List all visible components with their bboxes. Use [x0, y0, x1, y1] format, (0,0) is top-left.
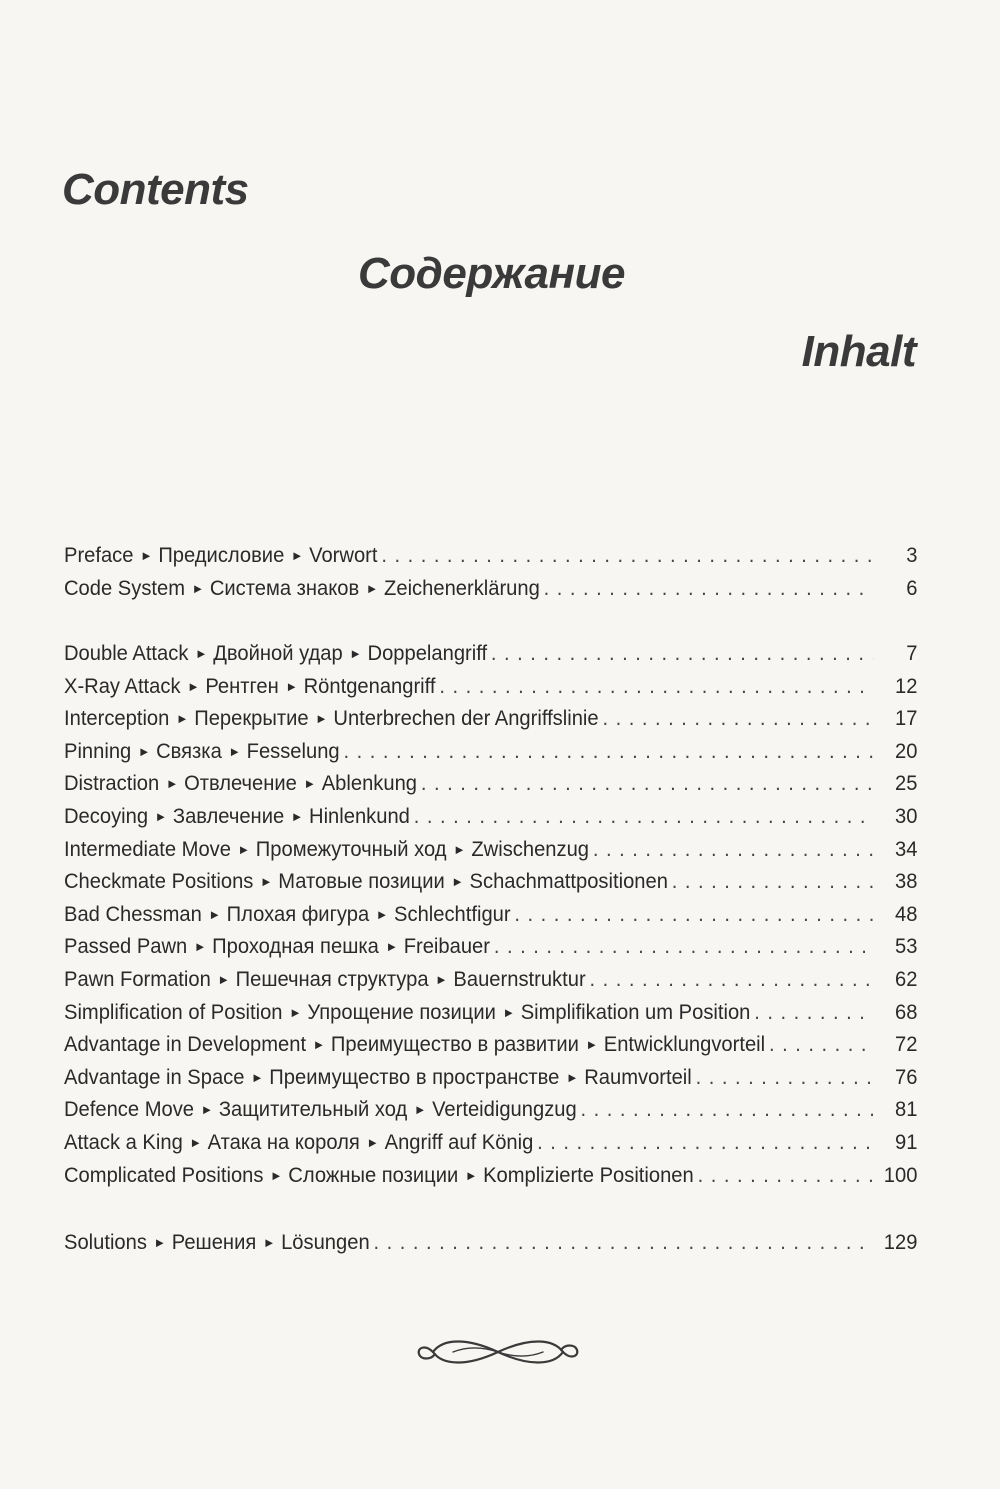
arrow-icon: ► [291, 548, 304, 563]
toc-entry-title [64, 578, 540, 599]
arrow-icon: ► [366, 1134, 379, 1150]
toc-entry-title-ru: Защитительный ход [218, 1098, 408, 1122]
arrow-icon: ► [228, 743, 241, 759]
dot-leader [343, 741, 873, 762]
dot-leader [698, 1165, 874, 1186]
toc-entry-title-en: Intermediate Move [64, 837, 231, 861]
toc-entry-title [64, 1132, 533, 1153]
toc-entry [64, 1067, 917, 1100]
toc-entry-title-ru: Преимущество в развитии [330, 1033, 579, 1057]
toc-entry-title-de: Lösungen [281, 1231, 370, 1254]
dot-leader [491, 643, 873, 664]
toc-entry-title-en: Decoying [64, 804, 149, 828]
toc-page-number: 20 [895, 739, 918, 763]
toc-back-matter [64, 1232, 918, 1265]
toc-entry-title-en: Defence Move [64, 1098, 194, 1122]
toc-entry-title-en: Interception [64, 707, 170, 731]
toc-entry-title [64, 545, 377, 566]
dot-leader [589, 969, 873, 990]
toc-entry-title [64, 969, 586, 990]
arrow-icon: ► [285, 678, 298, 694]
toc-front-matter [64, 545, 918, 610]
toc-page-number: 76 [895, 1065, 918, 1089]
toc-entry-title-en: Bad Chessman [64, 902, 202, 926]
dot-leader [381, 545, 873, 566]
dot-leader [696, 1067, 874, 1088]
flourish-ornament-icon [413, 1330, 583, 1374]
arrow-icon: ► [191, 580, 205, 596]
toc-entry-title-en: Complicated Positions [64, 1163, 264, 1187]
toc-page-number: 100 [883, 1163, 918, 1187]
toc-entry-title [64, 839, 589, 860]
toc-entry-title-de: Schlechtfigur [394, 902, 511, 926]
toc-entry-title [64, 643, 487, 664]
dot-leader [769, 1034, 873, 1055]
dot-leader [494, 936, 873, 957]
toc-page-number: 91 [895, 1130, 918, 1154]
toc-entry-title-de: Fesselung [246, 739, 340, 763]
toc-entry-title [64, 773, 417, 794]
arrow-icon: ► [195, 646, 208, 661]
toc-entry [64, 1232, 917, 1265]
toc-entry-title-ru: Плохая фигура [226, 902, 370, 926]
toc-entry [64, 1132, 917, 1165]
toc-entry-title-en: Code System [64, 576, 186, 600]
toc-entry-title-en: Distraction [64, 772, 160, 796]
toc-page-number: 34 [895, 837, 918, 861]
toc-entry-title [64, 1034, 765, 1055]
toc-entry-title-ru: Двойной удар [213, 642, 343, 665]
toc-entry-title-de: Ablenkung [321, 772, 417, 796]
toc-entry [64, 1165, 917, 1198]
toc-entry-title [64, 1002, 750, 1023]
toc-entry [64, 1002, 917, 1035]
toc-page-number: 12 [895, 674, 918, 698]
dot-leader [537, 1132, 873, 1153]
arrow-icon: ► [165, 776, 179, 792]
toc-entry-title-de: Verteidigungzug [432, 1098, 577, 1122]
toc-entry-title-de: Zeichenerklärung [384, 576, 540, 600]
arrow-icon: ► [315, 711, 328, 727]
toc-entry-title [64, 806, 410, 827]
toc-entry-title-en: Solutions [64, 1231, 147, 1254]
dot-leader [672, 871, 874, 892]
toc-entry [64, 806, 917, 839]
toc-entry-title [64, 708, 599, 729]
toc-page-number: 68 [895, 1000, 918, 1024]
toc-entry-title-en: Pinning [64, 739, 132, 763]
toc-entry-title-de: Röntgenangriff [303, 674, 436, 698]
toc-entry [64, 871, 917, 904]
toc-entry-title [64, 676, 436, 697]
arrow-icon: ► [464, 1167, 478, 1183]
toc-entry [64, 545, 917, 578]
toc-entry [64, 1099, 917, 1132]
toc-entry-title-en: Pawn Formation [64, 967, 211, 991]
toc-entry-title [64, 904, 511, 925]
arrow-icon: ► [365, 580, 379, 596]
toc-entry-title-en: Advantage in Space [64, 1065, 245, 1089]
toc-entry-title-en: Double Attack [64, 642, 189, 665]
title-russian: Содержание [358, 249, 625, 298]
title-english: Contents [62, 165, 249, 214]
toc-entry-title-de: Schachmattpositionen [469, 870, 668, 894]
toc-entry-title-de: Unterbrechen der Angriffslinie [333, 707, 599, 731]
toc-entry-title-de: Hinlenkund [309, 804, 410, 828]
toc-page-number: 6 [906, 576, 918, 600]
toc-entry-title [64, 741, 340, 762]
toc-page-number: 72 [895, 1033, 918, 1057]
arrow-icon: ► [217, 971, 230, 987]
toc-page-number: 48 [895, 902, 918, 926]
toc-entry-title [64, 936, 490, 957]
toc-entry-title-de: Vorwort [309, 544, 378, 567]
toc-entry-title-en: Attack a King [64, 1130, 183, 1154]
arrow-icon: ► [502, 1004, 515, 1020]
toc-entry-title-ru: Рентген [205, 674, 279, 698]
toc-page-number: 17 [895, 707, 918, 731]
toc-entry-title-de: Angriff auf König [384, 1130, 534, 1154]
arrow-icon: ► [303, 776, 316, 792]
arrow-icon: ► [585, 1037, 599, 1053]
arrow-icon: ► [137, 743, 151, 759]
toc-entry-title-ru: Проходная пешка [212, 935, 379, 959]
toc-entry-title-en: Passed Pawn [64, 935, 188, 959]
toc-entry [64, 676, 917, 709]
arrow-icon: ► [290, 808, 304, 824]
toc-entry [64, 741, 917, 774]
arrow-icon: ► [312, 1037, 326, 1053]
arrow-icon: ► [289, 1004, 302, 1020]
dot-leader [602, 708, 873, 729]
toc-entry-title-ru: Преимущество в пространстве [269, 1065, 560, 1089]
toc-entry-title-de: Zwischenzug [471, 837, 590, 861]
toc-entry-title [64, 1165, 694, 1186]
toc-page-number: 3 [906, 544, 918, 567]
toc-entry-title-ru: Решения [171, 1231, 257, 1254]
toc-page-number: 62 [895, 967, 918, 991]
toc-entry-title-en: Checkmate Positions [64, 870, 254, 894]
arrow-icon: ► [453, 841, 466, 857]
toc-entry-title-ru: Промежуточный ход [255, 837, 447, 861]
toc-entry-title-de: Bauernstruktur [453, 967, 586, 991]
toc-entry-title-de: Entwicklungvorteil [603, 1033, 766, 1057]
toc-entry-title-de: Simplifikation um Position [520, 1000, 751, 1024]
dot-leader [754, 1002, 873, 1023]
toc-entry-title-ru: Атака на короля [207, 1130, 360, 1154]
toc-entry-title-ru: Отвлечение [184, 772, 297, 796]
arrow-icon: ► [251, 1069, 264, 1085]
dot-leader [514, 904, 873, 925]
arrow-icon: ► [176, 711, 189, 727]
dot-leader [374, 1232, 874, 1253]
toc-entry-title [64, 1099, 577, 1120]
dot-leader [581, 1099, 874, 1120]
toc-entry-title-de: Komplizierte Positionen [483, 1163, 694, 1187]
toc-entry [64, 1034, 917, 1067]
toc-entry-title-en: Advantage in Development [64, 1033, 307, 1057]
dot-leader [544, 578, 874, 599]
toc-entry-title-ru: Пешечная структура [235, 967, 429, 991]
arrow-icon: ► [187, 678, 200, 694]
toc-entry-title [64, 1067, 692, 1088]
toc-page-number: 7 [906, 642, 918, 665]
toc-chapters [64, 643, 918, 1197]
toc-entry [64, 578, 917, 611]
toc-entry-title-en: X-Ray Attack [64, 674, 181, 698]
dot-leader [421, 773, 873, 794]
arrow-icon: ► [154, 808, 168, 824]
toc-entry-title [64, 871, 668, 892]
arrow-icon: ► [237, 841, 251, 857]
toc-entry-title-ru: Матовые позиции [278, 870, 445, 894]
arrow-icon: ► [260, 874, 273, 890]
toc-entry [64, 643, 917, 676]
toc-entry [64, 708, 917, 741]
toc-page-number: 129 [883, 1231, 918, 1254]
toc-entry-title-ru: Завлечение [172, 804, 285, 828]
arrow-icon: ► [413, 1102, 427, 1118]
toc-entry [64, 773, 917, 806]
dot-leader [593, 839, 873, 860]
toc-entry-title-ru: Система знаков [209, 576, 360, 600]
toc-page-number: 38 [895, 870, 918, 894]
toc-entry-title-ru: Перекрытие [194, 707, 309, 731]
arrow-icon: ► [435, 971, 448, 987]
toc-entry-title-en: Preface [64, 544, 134, 567]
toc-entry-title [64, 1232, 370, 1253]
arrow-icon: ► [200, 1102, 214, 1118]
toc-entry-title-ru: Связка [156, 739, 222, 763]
arrow-icon: ► [262, 1235, 276, 1250]
arrow-icon: ► [375, 906, 389, 922]
toc-entry-title-en: Simplification of Position [64, 1000, 283, 1024]
arrow-icon: ► [566, 1069, 579, 1085]
toc-entry-title-ru: Предисловие [158, 544, 285, 567]
toc-entry-title-de: Raumvorteil [584, 1065, 692, 1089]
toc-page-number: 25 [895, 772, 918, 796]
toc-page-number: 30 [895, 804, 918, 828]
toc-entry [64, 839, 917, 872]
toc-entry [64, 904, 917, 937]
toc-page-number: 53 [895, 935, 918, 959]
arrow-icon: ► [451, 874, 464, 890]
arrow-icon: ► [349, 646, 362, 661]
arrow-icon: ► [208, 906, 221, 922]
dot-leader [439, 676, 873, 697]
title-german: Inhalt [801, 327, 916, 376]
toc-entry-title-ru: Сложные позиции [288, 1163, 459, 1187]
toc-entry [64, 969, 917, 1002]
toc-entry-title-de: Doppelangriff [367, 642, 488, 665]
toc-page-number: 81 [895, 1098, 918, 1122]
toc-entry [64, 936, 917, 969]
arrow-icon: ► [140, 548, 153, 563]
toc-entry-title-de: Freibauer [403, 935, 490, 959]
arrow-icon: ► [189, 1134, 202, 1150]
dot-leader [414, 806, 874, 827]
arrow-icon: ► [194, 939, 207, 955]
arrow-icon: ► [270, 1167, 283, 1183]
arrow-icon: ► [153, 1235, 167, 1250]
toc-entry-title-ru: Упрощение позиции [307, 1000, 496, 1024]
arrow-icon: ► [385, 939, 398, 955]
